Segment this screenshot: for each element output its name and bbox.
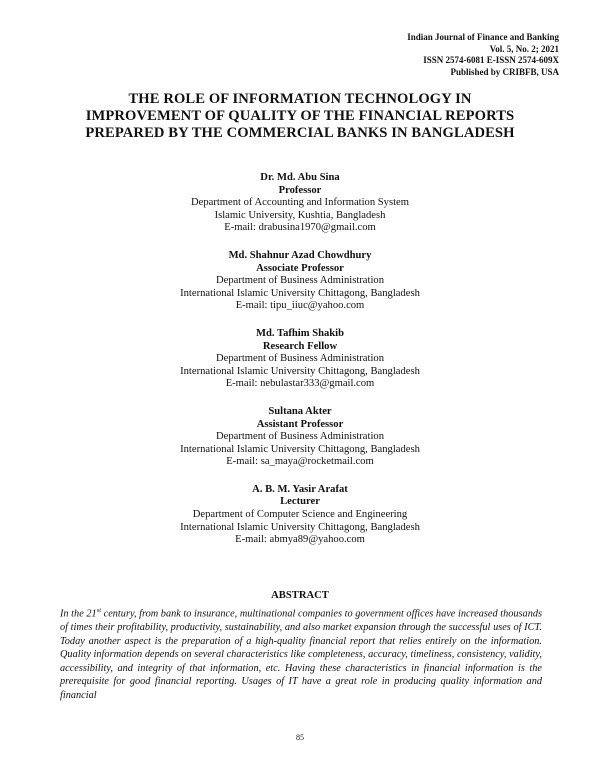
- author-department: Department of Business Administration: [215, 353, 384, 365]
- author-block: [40, 172, 560, 235]
- journal-publisher: Published by CRIBFB, USA: [450, 66, 559, 77]
- abstract-body: century, from bank to insurance, multinational companies to government offices have increased thousands of times their profitability, productivity, sustainability, and also market expansion through the successful uses of ICT. Today another aspect is the preparation of a high-quality financial report that relies entirely on the information. Quality information depends on several characteristics like completeness, accuracy, timeliness, consistency, validity, accessibility, and integrity of that information, etc. Having these characteristics in financial information is the prerequisite for good financial reporting. Usages of IT have a great role in producing quality information and financial: [60, 608, 542, 701]
- author-role: Assistant Professor: [256, 418, 344, 430]
- author-name: Md. Tafhim Shakib: [255, 327, 345, 339]
- title-line-3: PREPARED BY THE COMMERCIAL BANKS IN BANGLADESH: [85, 125, 515, 141]
- author-institution: International Islamic University Chittagong, Bangladesh: [180, 287, 420, 299]
- abstract-superscript: st: [96, 607, 102, 614]
- author-department: Department of Computer Science and Engineering: [192, 509, 408, 521]
- author-role: Lecturer: [280, 496, 320, 508]
- paper-title: [40, 91, 560, 142]
- title-line-1: THE ROLE OF INFORMATION TECHNOLOGY IN: [128, 91, 472, 107]
- author-block: [40, 484, 560, 547]
- author-institution: Islamic University, Kushtia, Bangladesh: [214, 209, 386, 221]
- author-department: Department of Business Administration: [215, 275, 384, 287]
- author-email: E-mail: drabusina1970@gmail.com: [224, 222, 376, 234]
- author-role: Professor: [278, 184, 322, 196]
- author-list: [40, 172, 560, 562]
- abstract-lead: In the 21: [60, 608, 97, 620]
- author-institution: International Islamic University Chittagong, Bangladesh: [180, 365, 420, 377]
- author-role: Associate Professor: [256, 262, 344, 274]
- author-department: Department of Business Administration: [215, 431, 384, 443]
- author-block: [40, 250, 560, 313]
- author-email: E-mail: abmya89@yahoo.com: [235, 534, 365, 546]
- abstract-text: [60, 604, 542, 703]
- author-department: Department of Accounting and Information System: [190, 197, 409, 209]
- author-name: Dr. Md. Abu Sina: [260, 172, 340, 183]
- author-name: Md. Shahnur Azad Chowdhury: [228, 249, 372, 261]
- abstract-heading: ABSTRACT: [271, 590, 329, 601]
- author-name: A. B. M. Yasir Arafat: [252, 483, 348, 495]
- author-block: [40, 406, 560, 469]
- author-institution: International Islamic University Chittagong, Bangladesh: [180, 443, 420, 455]
- journal-header: [407, 32, 559, 78]
- journal-volume: Vol. 5, No. 2; 2021: [489, 43, 559, 54]
- author-block: [40, 328, 560, 391]
- author-email: E-mail: nebulastar333@gmail.com: [225, 378, 375, 390]
- journal-name: Indian Journal of Finance and Banking: [407, 32, 559, 42]
- author-institution: International Islamic University Chittagong, Bangladesh: [180, 521, 420, 533]
- page-number: 85: [296, 733, 304, 742]
- title-line-2: IMPROVEMENT OF QUALITY OF THE FINANCIAL REPORTS: [85, 108, 515, 124]
- author-name: Sultana Akter: [268, 405, 332, 417]
- author-email: E-mail: sa_maya@rocketmail.com: [226, 456, 374, 468]
- journal-issn: ISSN 2574-6081 E-ISSN 2574-609X: [423, 55, 559, 65]
- author-role: Research Fellow: [262, 340, 338, 352]
- author-email: E-mail: tipu_iiuc@yahoo.com: [235, 300, 365, 312]
